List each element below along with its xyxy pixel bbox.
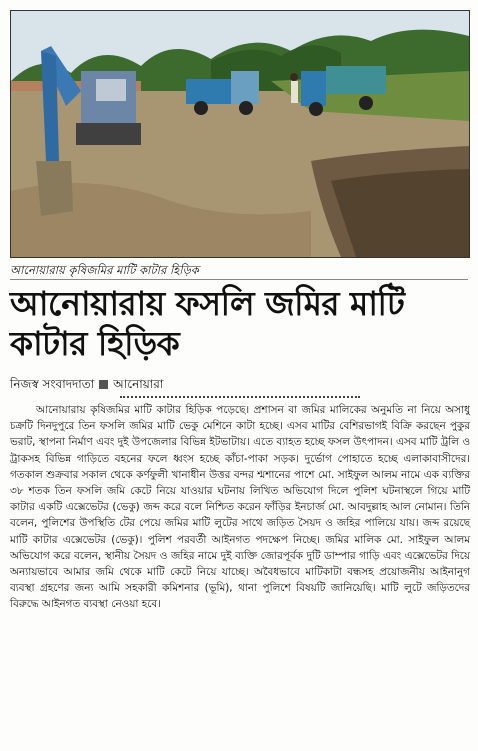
square-bullet-icon bbox=[99, 380, 108, 389]
photo-caption: আনোয়ারায় কৃষিজমির মাটি কাটার হিড়িক bbox=[10, 262, 468, 280]
article-body: আনোয়ারায় কৃষিজমির মাটি কাটার হিড়িক পড়েছে। প্রশাসন বা জমির মালিকের অনুমতি না নিয়ে অসাধু চক্রটি দিনদুপুরে তিন ফসলি জমির মাটি ভেকু মেশিনে কাটা হচ্ছে। এসব মাটির বেশিরভাগই বিক্রি করছেন পুকুর ভরাট, স্থাপনা নির্মাণ এবং দুই উপজেলার বিভিন্ন ইটভাটায়। এতে ব্যাহত হচ্ছে ফসল উৎপাদন। এসব মাটি ট্রলি ও ট্রাকসহ বিভিন্ন গাড়িতে বহনের ফলে ধ্বংস হচ্ছে কাঁচা-পাকা সড়ক। দুর্ভোগ পোহাতে হচ্ছে এলাকাবাসীদের। গতকাল শুক্রবার সকাল থেকে কর্ণফুলী খানাধীন উত্তর বন্দর শ্মশানের পাশে মো. সাইফুল আলম নামে এক ব্যক্তির ৩৮ শতক তিন ফসলি জমি কেটে নিয়ে যাওয়ার ঘটনায় লিখিত অভিযোগ দিলে পুলিশ ঘটনাস্থলে গিয়ে মাটি কাটার একটি এক্সেভেটর (ভেকু) জব্দ করে বলে নিশ্চিত করেন ফাঁড়ির ইনচার্জ মো. আবদুল্লাহ আল নোমান। তিনি বলেন, পুলিশের উপস্থিতি টের পেয়ে জমির মাটি লুটের সাথে জড়িত সৈয়দ ও জহির পালিয়ে যায়। জব্দ রয়েছে মাটি কাটার এক্সেভেটর (ভেকু)। পুলিশ পরবর্তী আইনগত পদক্ষেপ নিচ্ছে। জমির মালিক মো. সাইফুল আলম অভিযোগ করে বলেন, স্থানীয় সৈয়দ ও জহির নামে দুই ব্যক্তি জোরপূর্বক দুটি ডাম্পার গাড়ি এবং এক্সেভেটর দিয়ে অন্যায়ভাবে আমার জমি থেকে মাটি কেটে নিয়ে যাচ্ছে। অবৈধভাবে মাটিকাটা বন্ধসহ প্রয়োজনীয় আইনানুগ ব্যবস্থা গ্রহণের জন্য আমি সহকারী কমিশনার (ভূমি), থানা পুলিশে বিষয়টি জানিয়েছি। মাটি লুটে জড়িতদের বিরুদ্ধে আইনগত ব্যবস্থা নেওয়া হবে। bbox=[10, 404, 470, 611]
excavator-photo-illustration bbox=[11, 11, 469, 257]
headline: আনোয়ারায় ফসলি জমির মাটি কাটার হিড়িক bbox=[10, 284, 405, 363]
reporter-name: নিজস্ব সংবাদদাতা bbox=[10, 377, 95, 391]
news-photo bbox=[10, 10, 470, 258]
dateline-location: আনোয়ারা bbox=[113, 377, 164, 391]
dotted-divider bbox=[120, 396, 360, 398]
byline bbox=[10, 376, 163, 392]
